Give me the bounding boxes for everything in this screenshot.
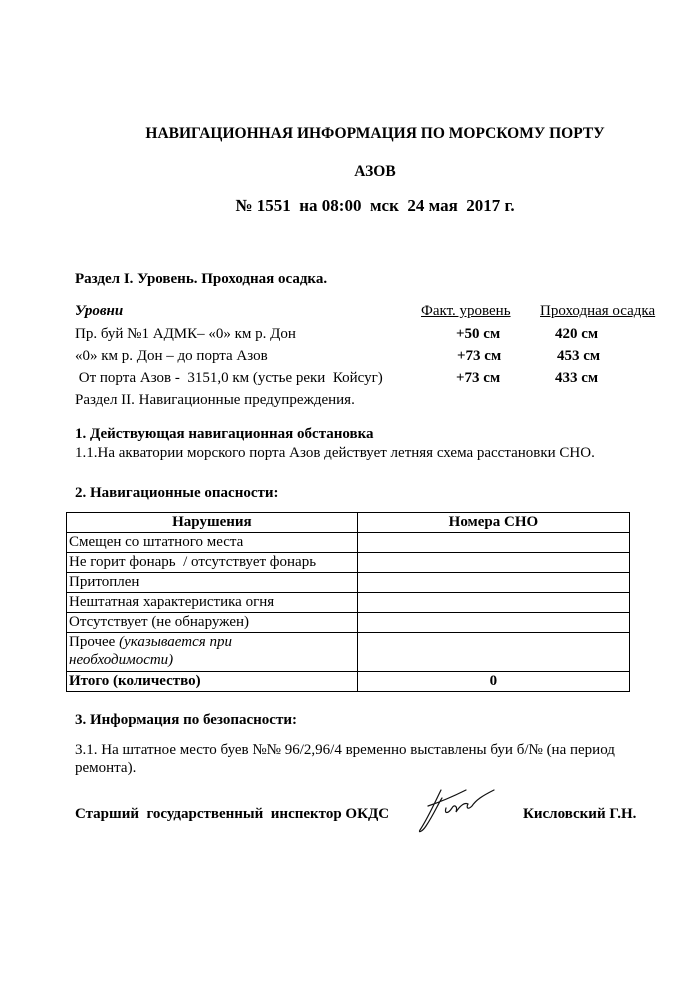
item3-heading: 3. Информация по безопасности: <box>75 712 297 728</box>
total-label: Итого (количество) <box>67 672 358 692</box>
row-label: Смещен со штатного места <box>67 533 358 553</box>
other-note: (указывается при <box>119 634 232 650</box>
table-row <box>67 553 630 573</box>
signatory-name: Кисловский Г.Н. <box>523 806 637 822</box>
section1-heading: Раздел I. Уровень. Проходная осадка. <box>75 271 328 287</box>
row-value <box>357 593 629 613</box>
total-value: 0 <box>357 672 629 692</box>
row-label: Притоплен <box>67 573 358 593</box>
row-label: Нештатная характеристика огня <box>67 593 358 613</box>
levels-column-label: Уровни <box>75 303 124 319</box>
level-row-name: Пр. буй №1 АДМК– «0» км р. Дон <box>75 326 296 342</box>
item3-text-line1: 3.1. На штатное место буев №№ 96/2,96/4 временно выставлены буи б/№ (на период <box>75 742 615 758</box>
draft-header: Проходная осадка <box>540 303 656 319</box>
other-cell <box>67 633 358 672</box>
other-note-cont: необходимости) <box>69 652 174 668</box>
level-row-fact: +73 см <box>457 348 502 364</box>
row-label: Отсутствует (не обнаружен) <box>67 613 358 633</box>
row-value <box>357 613 629 633</box>
table-row-other <box>67 633 630 672</box>
other-label: Прочее <box>69 634 116 650</box>
handwritten-signature <box>408 778 503 838</box>
level-row-name: «0» км р. Дон – до порта Азов <box>75 348 268 364</box>
item1-heading: 1. Действующая навигационная обстановка <box>75 426 374 442</box>
table-header-row <box>67 513 630 533</box>
item3-text-line2: ремонта). <box>75 760 137 776</box>
table-row <box>67 613 630 633</box>
page-title: НАВИГАЦИОННАЯ ИНФОРМАЦИЯ ПО МОРСКОМУ ПОРТУ <box>145 125 605 142</box>
row-value <box>357 533 629 553</box>
level-row-draft: 420 см <box>555 326 599 342</box>
level-row-draft: 453 см <box>557 348 601 364</box>
table-row-total <box>67 672 630 692</box>
table-row <box>67 573 630 593</box>
item1-text: 1.1.На акватории морского порта Азов действует летняя схема расстановки СНО. <box>75 445 595 461</box>
hazards-table <box>66 512 630 692</box>
signatory-title: Старший государственный инспектор ОКДС <box>75 806 390 822</box>
row-value <box>357 573 629 593</box>
other-value <box>357 633 629 672</box>
row-value <box>357 553 629 573</box>
table-row <box>67 533 630 553</box>
row-label: Не горит фонарь / отсутствует фонарь <box>67 553 358 573</box>
level-row-fact: +73 см <box>456 370 501 386</box>
port-name: АЗОВ <box>354 163 396 180</box>
level-row-fact: +50 см <box>456 326 501 342</box>
issue-line: № 1551 на 08:00 мск 24 мая 2017 г. <box>235 196 515 215</box>
section2-heading: Раздел II. Навигационные предупреждения. <box>75 392 355 408</box>
level-row-draft: 433 см <box>555 370 599 386</box>
col-header-violation: Нарушения <box>67 513 358 533</box>
table-row <box>67 593 630 613</box>
item2-heading: 2. Навигационные опасности: <box>75 485 279 501</box>
fact-level-header: Факт. уровень <box>421 303 511 319</box>
col-header-numbers: Номера СНО <box>357 513 629 533</box>
level-row-name: От порта Азов - 3151,0 км (устье реки Койсуг) <box>75 370 383 386</box>
